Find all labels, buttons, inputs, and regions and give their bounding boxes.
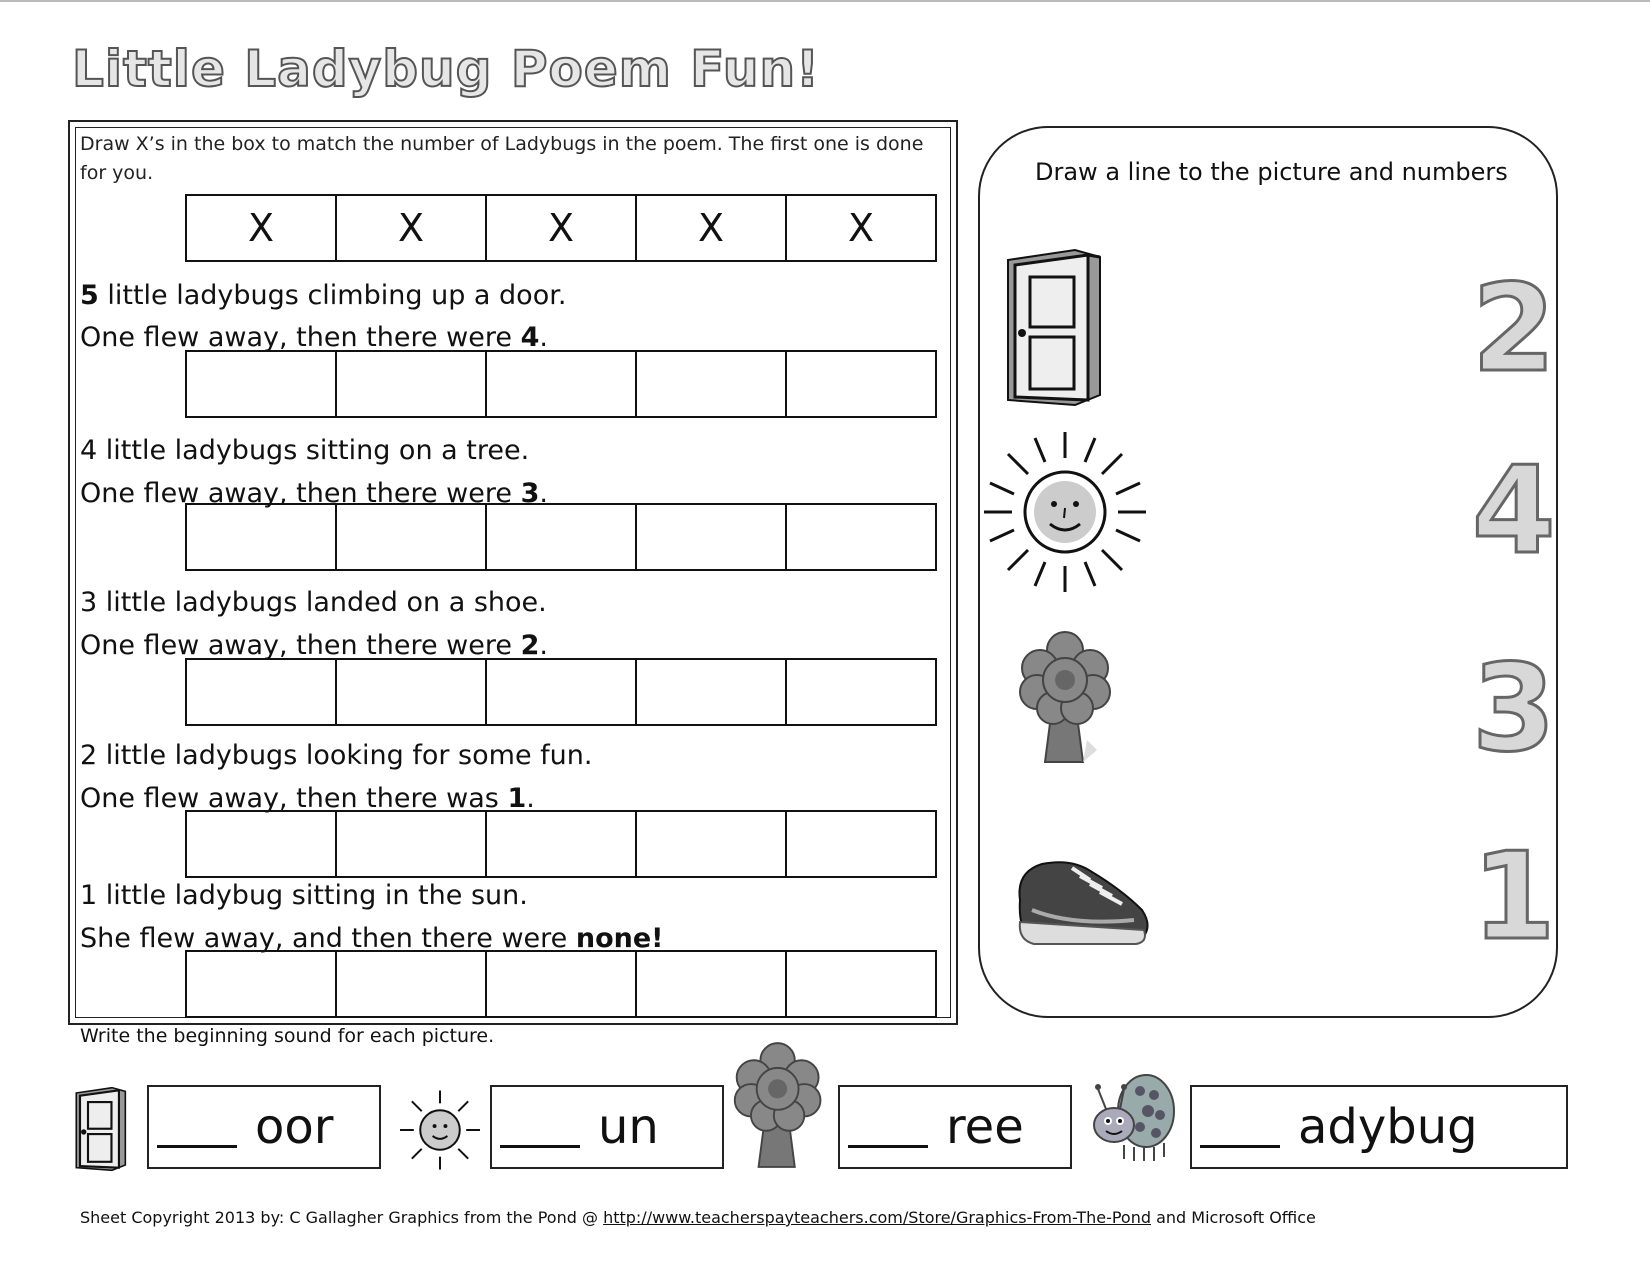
- answer-blank[interactable]: [1200, 1107, 1280, 1148]
- count-grid: [185, 503, 937, 571]
- footer-prefix: Sheet Copyright 2013 by: C Gallagher Graphics from the Pond @: [80, 1208, 604, 1227]
- answer-cell[interactable]: [187, 352, 337, 416]
- tree-icon[interactable]: [1015, 630, 1120, 765]
- stanza-count: 4: [520, 322, 540, 353]
- example-cell: X: [187, 196, 337, 260]
- matching-heading: Draw a line to the picture and numbers: [1035, 158, 1508, 186]
- stanza-end: .: [526, 783, 535, 814]
- sun-icon: [398, 1088, 482, 1172]
- sound-box-sun[interactable]: [490, 1085, 724, 1169]
- example-count-grid: [185, 194, 937, 262]
- stanza-text: little ladybug sitting in the sun.: [97, 880, 528, 911]
- stanza-count: 2: [520, 630, 540, 661]
- sound-box-ladybug[interactable]: [1190, 1085, 1568, 1169]
- stanza-text: One flew away, then there were: [80, 478, 521, 509]
- answer-cell[interactable]: [487, 505, 637, 569]
- answer-cell[interactable]: [337, 505, 487, 569]
- stanza-number: 2: [80, 740, 98, 771]
- match-number: 3: [1472, 640, 1556, 779]
- stanza-number: 3: [80, 587, 98, 618]
- stanza-text: little ladybugs climbing up a door.: [98, 280, 567, 311]
- count-grid: [185, 810, 937, 878]
- stanza-line: [80, 280, 566, 311]
- stanza-text: She flew away, and then there were: [80, 923, 576, 954]
- sound-box-tree[interactable]: [838, 1085, 1072, 1169]
- door-icon: [72, 1083, 128, 1175]
- stanza-end: .: [539, 322, 548, 353]
- answer-cell[interactable]: [187, 812, 337, 876]
- stanza-line: [80, 435, 529, 466]
- answer-cell[interactable]: [637, 505, 787, 569]
- answer-blank[interactable]: [157, 1107, 237, 1148]
- answer-blank[interactable]: [500, 1107, 580, 1148]
- answer-cell[interactable]: [337, 952, 487, 1016]
- answer-cell[interactable]: [787, 812, 935, 876]
- stanza-count: none!: [575, 923, 664, 954]
- answer-blank[interactable]: [848, 1107, 928, 1148]
- stanza-text: little ladybugs sitting on a tree.: [97, 435, 530, 466]
- answer-cell[interactable]: [787, 352, 935, 416]
- answer-cell[interactable]: [487, 812, 637, 876]
- answer-cell[interactable]: [787, 660, 935, 724]
- footer-suffix: and Microsoft Office: [1151, 1208, 1316, 1227]
- match-number: 1: [1472, 828, 1556, 967]
- word-ending: oor: [255, 1099, 334, 1155]
- stanza-end: .: [539, 478, 548, 509]
- answer-cell[interactable]: [487, 952, 637, 1016]
- example-cell: X: [337, 196, 487, 260]
- answer-cell[interactable]: [637, 952, 787, 1016]
- example-cell: X: [847, 206, 875, 250]
- top-rule: [0, 0, 1650, 2]
- word-ending: adybug: [1298, 1099, 1478, 1155]
- stanza-line: [80, 322, 548, 353]
- stanza-number: 4: [80, 435, 98, 466]
- stanza-text: One flew away, then there were: [80, 630, 521, 661]
- count-grid: [185, 350, 937, 418]
- answer-cell[interactable]: [487, 352, 637, 416]
- answer-cell[interactable]: [787, 952, 935, 1016]
- copyright-footer: [80, 1208, 1316, 1227]
- word-ending: un: [598, 1099, 659, 1155]
- ladybug-icon: [1088, 1063, 1176, 1163]
- beginning-sound-heading: Write the beginning sound for each picture.: [80, 1025, 495, 1047]
- count-grid: [185, 658, 937, 726]
- stanza-number: 1: [80, 880, 98, 911]
- answer-cell[interactable]: [337, 660, 487, 724]
- door-icon[interactable]: [1000, 245, 1105, 410]
- stanza-text: little ladybugs looking for some fun.: [97, 740, 593, 771]
- sound-box-door[interactable]: [147, 1085, 381, 1169]
- example-cell: X: [637, 196, 787, 260]
- answer-cell[interactable]: [637, 352, 787, 416]
- poem-instruction: Draw X’s in the box to match the number of Ladybugs in the poem. The first one is done for you.: [80, 133, 924, 184]
- stanza-text: One flew away, then there were: [80, 322, 521, 353]
- stanza-end: .: [539, 630, 548, 661]
- stanza-text: One flew away, then there was: [80, 783, 508, 814]
- stanza-line: [80, 740, 592, 771]
- answer-cell[interactable]: [787, 505, 935, 569]
- stanza-count: 3: [520, 478, 540, 509]
- example-cell: X: [487, 196, 637, 260]
- stanza-line: [80, 630, 548, 661]
- answer-cell[interactable]: [187, 660, 337, 724]
- stanza-line: [80, 587, 547, 618]
- stanza-line: [80, 880, 528, 911]
- shoe-icon[interactable]: [1012, 850, 1152, 950]
- answer-cell[interactable]: [487, 660, 637, 724]
- page-title: Little Ladybug Poem Fun!: [72, 40, 820, 98]
- answer-cell[interactable]: [187, 505, 337, 569]
- answer-cell[interactable]: [337, 352, 487, 416]
- tree-icon: [730, 1038, 830, 1173]
- word-ending: ree: [946, 1099, 1024, 1155]
- answer-cell[interactable]: [337, 812, 487, 876]
- match-number: 2: [1472, 260, 1556, 399]
- answer-cell[interactable]: [187, 952, 337, 1016]
- stanza-number: 5: [80, 280, 99, 311]
- stanza-count: 1: [507, 783, 527, 814]
- sun-icon[interactable]: [980, 428, 1150, 596]
- match-number: 4: [1472, 442, 1556, 581]
- answer-cell[interactable]: [637, 660, 787, 724]
- stanza-text: little ladybugs landed on a shoe.: [97, 587, 547, 618]
- count-grid: [185, 950, 937, 1018]
- answer-cell[interactable]: [637, 812, 787, 876]
- footer-link[interactable]: http://www.teacherspayteachers.com/Store/Graphics-From-The-Pond: [603, 1208, 1152, 1227]
